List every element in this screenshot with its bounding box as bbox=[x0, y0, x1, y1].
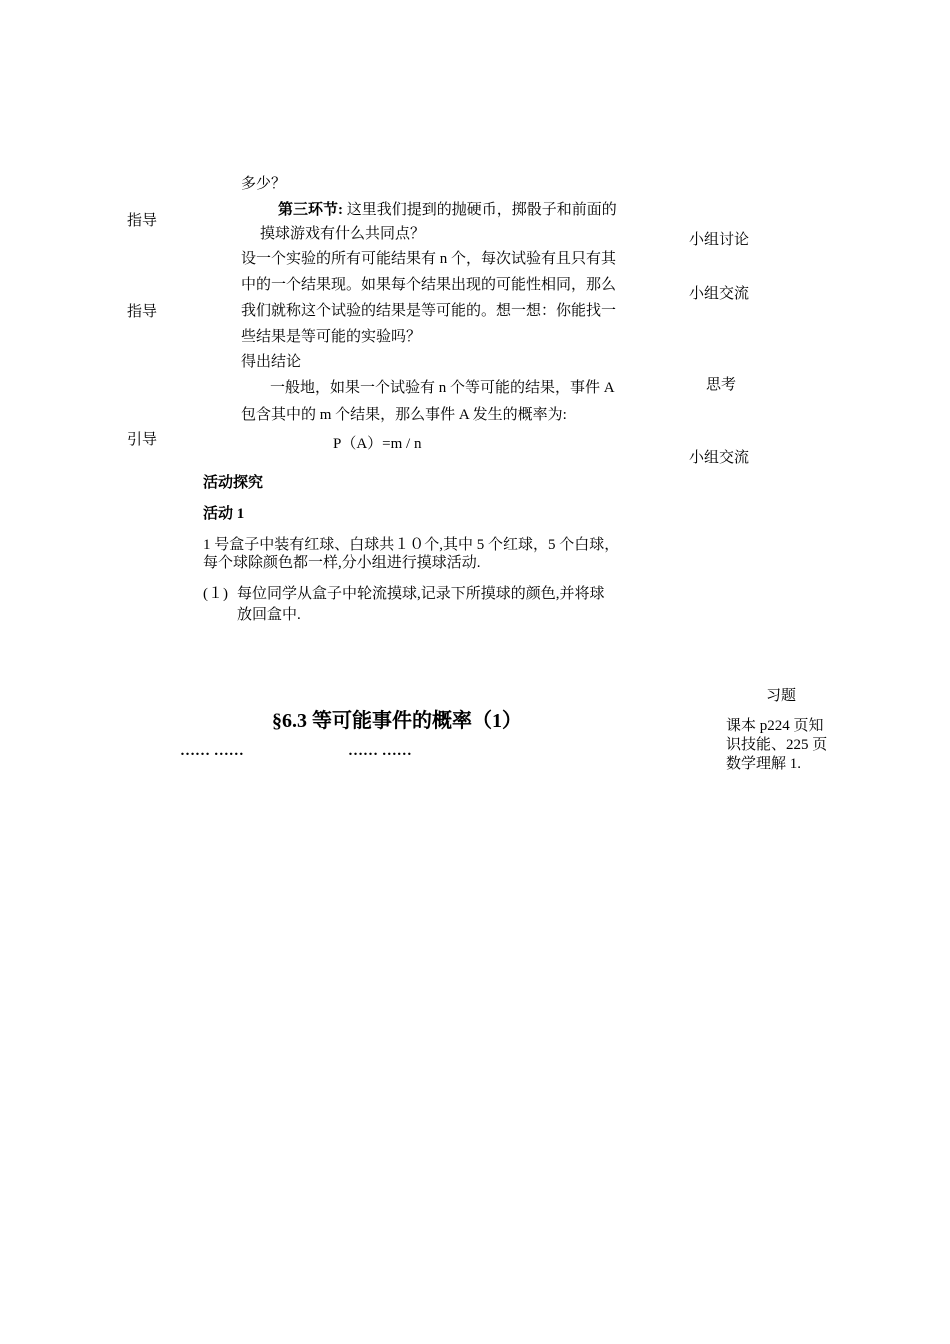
activity-step-line-1: 每位同学从盒子中轮流摸球,记录下所摸球的颜色,并将球 bbox=[237, 586, 605, 602]
left-label-lead: 引导 bbox=[127, 432, 158, 448]
definition-line-3: 我们就称这个试验的结果是等可能的。想一想：你能找一 bbox=[241, 303, 617, 319]
homework-line-3: 数学理解 1. bbox=[726, 756, 802, 772]
activity-desc-line-1: 1 号盒子中装有红球、白球共１０个,其中 5 个红球，5 个白球， bbox=[203, 537, 620, 553]
conclusion-line-2: 包含其中的 m 个结果，那么事件 A 发生的概率为: bbox=[241, 407, 567, 423]
section3-line2: 摸球游戏有什么共同点？ bbox=[260, 226, 426, 242]
definition-line-2: 中的一个结果现。如果每个结果出现的可能性相同，那么 bbox=[241, 277, 617, 293]
section3-line1 bbox=[278, 198, 617, 219]
definition-line-4: 些结果是等可能的实验吗？ bbox=[241, 329, 422, 345]
right-label-group-exchange-2: 小组交流 bbox=[689, 450, 750, 466]
how-many-text: 多少？ bbox=[241, 176, 287, 192]
probability-formula: P（A）=m / n bbox=[333, 436, 422, 452]
board-dots-right: …… …… bbox=[348, 743, 412, 759]
definition-line-1: 设一个实验的所有可能结果有 n 个，每次试验有且只有其 bbox=[241, 251, 617, 267]
right-label-group-discuss: 小组讨论 bbox=[689, 232, 750, 248]
conclusion-heading: 得出结论 bbox=[241, 354, 302, 370]
right-label-think: 思考 bbox=[706, 377, 737, 393]
homework-heading: 习题 bbox=[766, 688, 797, 704]
activity-step-label: (１) bbox=[203, 586, 228, 602]
board-dots-left: …… …… bbox=[180, 743, 244, 759]
activity-desc-line-2: 每个球除颜色都一样,分小组进行摸球活动. bbox=[203, 555, 481, 571]
left-label-guide-1: 指导 bbox=[127, 213, 158, 229]
section3-text: 这里我们提到的抛硬币，掷骰子和前面的 bbox=[346, 202, 617, 218]
activity-step-line-2: 放回盒中. bbox=[237, 607, 301, 623]
conclusion-line-1: 一般地，如果一个试验有 n 个等可能的结果，事件 A bbox=[270, 380, 615, 396]
activity-heading: 活动探究 bbox=[203, 475, 264, 491]
activity-1-label: 活动 1 bbox=[203, 506, 245, 522]
right-label-group-exchange-1: 小组交流 bbox=[689, 286, 750, 302]
homework-line-1: 课本 p224 页知 bbox=[726, 718, 824, 734]
left-label-guide-2: 指导 bbox=[127, 304, 158, 320]
homework-line-2: 识技能、225 页 bbox=[726, 737, 828, 753]
board-title: §6.3 等可能事件的概率（1） bbox=[272, 710, 522, 732]
section3-label: 第三环节: bbox=[278, 202, 343, 218]
